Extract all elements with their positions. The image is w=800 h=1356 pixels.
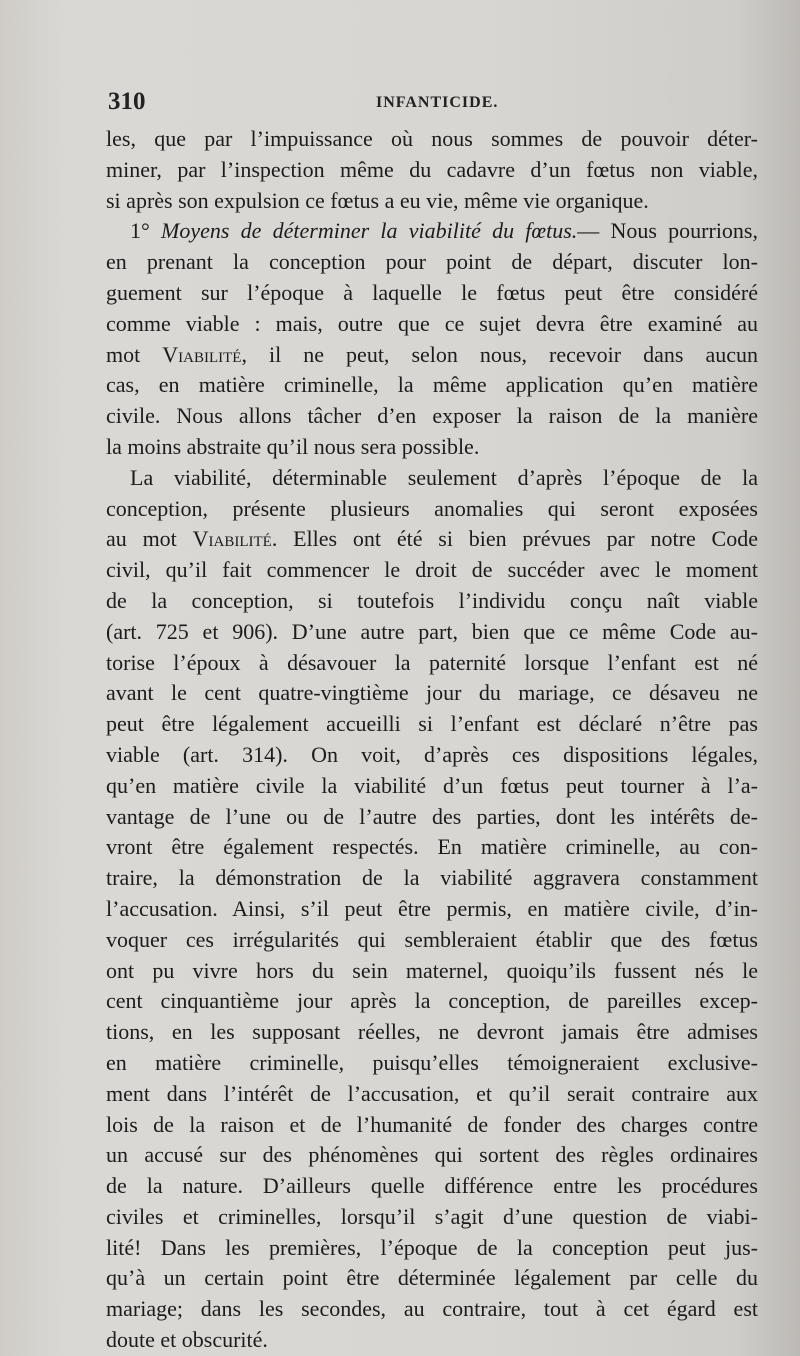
page-header bbox=[108, 88, 760, 118]
text-line: voquer ces irrégularités qui sembleraient établir que des fœtus bbox=[106, 926, 758, 952]
text-line: un accusé sur des phénomènes qui sortent des règles ordinaires bbox=[106, 1142, 758, 1168]
text-line: vront être également respectés. En matière criminelle, au con- bbox=[106, 834, 758, 860]
text-line: l’accusation. Ainsi, s’il peut être permis, en matière civile, d’in- bbox=[106, 895, 758, 921]
text-line: viable (art. 314). On voit, d’après ces dispositions légales, bbox=[106, 741, 758, 767]
text-line: peut être légalement accueilli si l’enfant est déclaré n’être pas bbox=[106, 711, 758, 737]
text-line: mariage; dans les secondes, au contraire, tout à cet égard est bbox=[106, 1296, 758, 1322]
text-line: lité! Dans les premières, l’époque de la conception peut jus- bbox=[106, 1234, 758, 1260]
body-text bbox=[106, 124, 758, 1356]
text-line: les, que par l’impuissance où nous sommes de pouvoir déter- bbox=[106, 126, 758, 151]
text-line: conception, présente plusieurs anomalies qui seront exposées bbox=[106, 495, 758, 521]
text-line: civile. Nous allons tâcher d’en exposer la raison de la manière bbox=[106, 403, 758, 429]
text-line: ont pu vivre hors du sein maternel, quoiqu’ils fussent nés le bbox=[106, 957, 758, 983]
page-number: 310 bbox=[108, 88, 146, 115]
text-line: cas, en matière criminelle, la même application qu’en matière bbox=[106, 372, 758, 398]
text-line: 1° Moyens de déterminer la viabilité du fœtus.— Nous pourrions, bbox=[130, 218, 758, 244]
text-line: traire, la démonstration de la viabilité aggravera constamment bbox=[106, 865, 758, 891]
text-line: qu’en matière civile la viabilité d’un fœtus peut tourner à l’a- bbox=[106, 772, 758, 798]
text-line: vantage de l’une ou de l’autre des parties, dont les intérêts de- bbox=[106, 803, 758, 829]
text-line: si après son expulsion ce fœtus a eu vie, même vie organique. bbox=[106, 187, 649, 213]
text-line: comme viable : mais, outre que ce sujet devra être examiné au bbox=[106, 310, 758, 336]
text-line: torise l’époux à désavouer la paternité lorsque l’enfant est né bbox=[106, 649, 758, 675]
text-line: guement sur l’époque à laquelle le fœtus peut être considéré bbox=[106, 279, 758, 305]
text-line: miner, par l’inspection même du cadavre d’un fœtus non viable, bbox=[106, 156, 758, 182]
text-line: au mot Viabilité. Elles ont été si bien prévues par notre Code bbox=[106, 526, 758, 552]
text-line: civiles et criminelles, lorsqu’il s’agit d’une question de viabi- bbox=[106, 1203, 758, 1229]
text-line: cent cinquantième jour après la conception, de pareilles excep- bbox=[106, 988, 758, 1014]
text-line: la moins abstraite qu’il nous sera possible. bbox=[106, 433, 480, 459]
text-line: civil, qu’il fait commencer le droit de succéder avec le moment bbox=[106, 557, 758, 583]
text-line: (art. 725 et 906). D’une autre part, bien que ce même Code au- bbox=[106, 618, 758, 644]
text-line: de la nature. D’ailleurs quelle différence entre les procédures bbox=[106, 1173, 758, 1199]
text-line: ment dans l’intérêt de l’accusation, et qu’il serait contraire aux bbox=[106, 1080, 758, 1106]
text-line: avant le cent quatre-vingtième jour du mariage, ce désaveu ne bbox=[106, 680, 758, 706]
text-line: qu’à un certain point être déterminée légalement par celle du bbox=[106, 1265, 758, 1291]
text-line: de la conception, si toutefois l’individu conçu naît viable bbox=[106, 587, 758, 613]
text-line: lois de la raison et de l’humanité de fonder des charges contre bbox=[106, 1111, 758, 1137]
text-line: en prenant la conception pour point de départ, discuter lon- bbox=[106, 249, 758, 275]
text-line: mot Viabilité, il ne peut, selon nous, recevoir dans aucun bbox=[106, 341, 758, 367]
running-title: INFANTICIDE. bbox=[376, 94, 499, 111]
text-line: en matière criminelle, puisqu’elles témoigneraient exclusive- bbox=[106, 1049, 758, 1075]
text-line: doute et obscurité. bbox=[106, 1327, 268, 1353]
text-line: tions, en les supposant réelles, ne devront jamais être admises bbox=[106, 1019, 758, 1045]
text-line: La viabilité, déterminable seulement d’après l’époque de la bbox=[130, 464, 758, 490]
